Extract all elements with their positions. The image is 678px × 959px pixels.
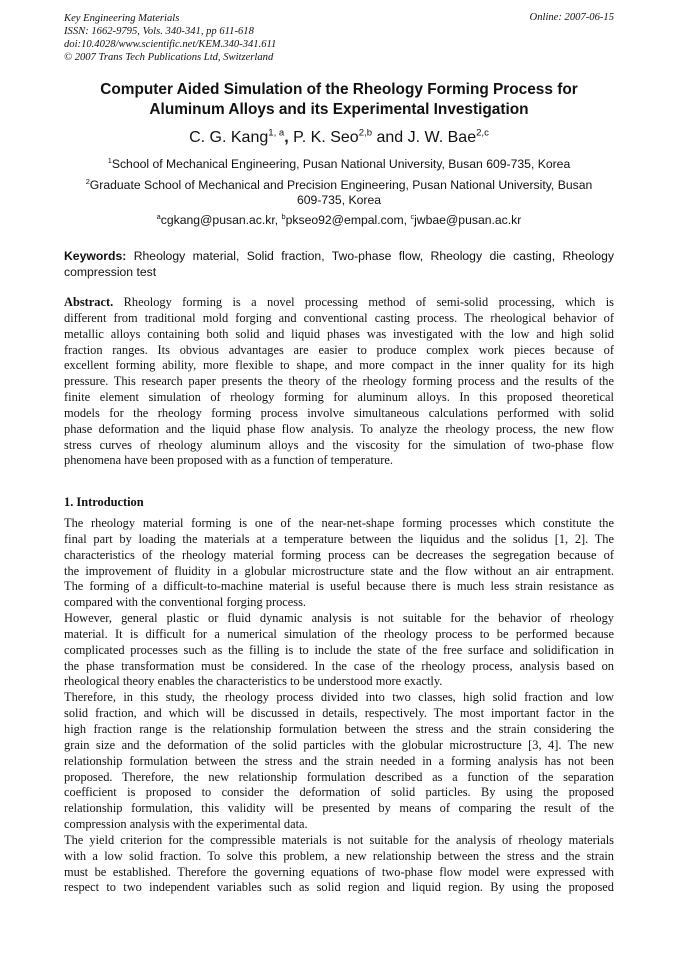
body-line: coefficient is proposed to consider the deformation of solid particles. By using the proposed xyxy=(64,785,614,800)
keywords xyxy=(64,249,614,280)
journal-header xyxy=(64,12,276,64)
body-line: characteristics of the rheology material forming process can be decreases the segregation because of xyxy=(64,547,614,562)
section-heading: 1. Introduction xyxy=(64,495,144,509)
email: cgkang@pusan.ac.kr, xyxy=(160,213,282,227)
keywords-text: Rheology material, Solid fraction, Two-phase flow, Rheology die casting, Rheology xyxy=(126,249,614,263)
author-name: J. W. Bae xyxy=(407,129,477,146)
body-line: material. It is difficult for a numerical simulation of the rheology process to be performed because xyxy=(64,626,614,641)
title-line: Computer Aided Simulation of the Rheology Forming Process for xyxy=(100,81,578,98)
abstract-line: stress curves of rheology aluminum alloys and the viscosity for the simulation of two-phase flow xyxy=(64,437,614,452)
email-sup: b xyxy=(281,211,286,221)
title-line: Aluminum Alloys and its Experimental Investigation xyxy=(149,101,529,118)
abstract-line: phenomena have been proposed with as a function of temperature. xyxy=(64,453,393,468)
body-line: However, general plastic or fluid dynamic analysis is not suitable for the behavior of rheology xyxy=(64,611,614,626)
body-line: proposed. Therefore, the new relationship formulation described as a function of the separation xyxy=(64,769,614,784)
aff-text: 609-735, Korea xyxy=(296,193,382,207)
introduction-body xyxy=(64,516,614,896)
abstract-line: models for the rheology forming process involve simultaneous calculations performed with solid xyxy=(64,405,614,420)
abstract-line: different from traditional mold forging and conventional casting process. The rheological behavior of xyxy=(64,310,614,325)
body-line: the phase transformation must be considered. In the case of the rheology process, analysis based on xyxy=(64,658,614,673)
online-date: Online: 2007-06-15 xyxy=(529,12,614,23)
body-line: respect to two independent variables such as solid region and liquid region. By using the proposed xyxy=(64,880,614,895)
abstract-line: fraction ranges. Its obvious advantages are easier to produce complex work pieces because of xyxy=(64,342,614,357)
body-line: the improvement of fluidity in a globular microstructure state and the flow without an air entrapment. xyxy=(64,563,614,578)
aff-sup: 2 xyxy=(85,176,90,186)
author-sup: 2,c xyxy=(476,127,489,139)
body-line: The yield criterion for the compressible materials is not suitable for the analysis of rheology materials xyxy=(64,832,614,847)
email-sup: c xyxy=(410,211,415,221)
aff-sup: 1 xyxy=(107,155,112,165)
body-line: relationship formulation between the stress and the strain needed in a forming analysis has not been xyxy=(64,753,614,768)
body-line: rheological theory enables the characteristics to be understood more exactly. xyxy=(64,674,443,689)
author-sep: and xyxy=(372,129,408,146)
keywords-label: Keywords: xyxy=(64,249,127,263)
doi: doi:10.4028/www.scientific.net/KEM.340-341.611 xyxy=(64,39,277,50)
abstract-line: phase deformation and the liquid phase flow analysis. To analyze the rheology process, the new flow xyxy=(64,421,614,436)
body-line: high fraction range is the relationship formulation between the stress and the strain considering the xyxy=(64,721,614,736)
body-line: Therefore, in this study, the rheology process divided into two classes, high solid fraction and low xyxy=(64,690,614,705)
body-line: relationship formulation, this validity will be presented by means of comparing the result of the xyxy=(64,801,614,816)
abstract xyxy=(64,295,614,469)
body-line: solid fraction, and which will be discussed in details, respectively. The most important factor in the xyxy=(64,706,614,721)
body-line: final part by loading the materials at a temperature between the liquidus and the solidus [1, 2]. The xyxy=(64,531,614,546)
author-sup: 1, a xyxy=(268,127,285,139)
body-line: compared with the conventional forging process. xyxy=(64,595,307,610)
email: jwbae@pusan.ac.kr xyxy=(414,213,522,227)
emails xyxy=(64,213,614,227)
abstract-label: Abstract. xyxy=(64,295,114,309)
author-sup: 2,b xyxy=(358,127,373,139)
body-line: grain size and the deformation of the solid particles with the globular microstructure [3, 4]. The new xyxy=(64,737,614,752)
aff-text: Graduate School of Mechanical and Precision Engineering, Pusan National University, Busan xyxy=(89,178,593,192)
affiliation-2 xyxy=(64,178,614,208)
abstract-line: excellent forming ability, more flexible to shape, and more compact in the inner quality for its high xyxy=(64,358,614,373)
journal-name: Key Engineering Materials xyxy=(64,13,180,24)
author-sep: , xyxy=(284,129,294,146)
body-line: with a low solid fraction. To solve this problem, a new relationship between the stress and the strain xyxy=(64,848,614,863)
body-line: The forming of a difficult-to-machine material is useful because there is much less strain resistance as xyxy=(64,579,614,594)
abstract-line: pressure. This research paper presents the theory of the rheology forming process and the results of the xyxy=(64,374,614,389)
affiliation-1 xyxy=(64,157,614,171)
body-line: must be established. Therefore the governing equations of two-phase flow model were expressed with xyxy=(64,864,614,879)
author-name: C. G. Kang xyxy=(189,129,269,146)
author-name: P. K. Seo xyxy=(293,129,359,146)
body-line: compression analysis with the experimental data. xyxy=(64,817,308,832)
email: pkseo92@empal.com, xyxy=(285,213,411,227)
keywords-text: compression test xyxy=(64,264,157,279)
body-line: complicated processes such as the filling is to include the state of the free surface and solidification in xyxy=(64,642,614,657)
email-sup: a xyxy=(156,211,161,221)
authors xyxy=(64,129,614,147)
abstract-line: metallic alloys containing both solid and liquid phases was investigated with the low and high solid xyxy=(64,326,614,341)
abstract-line: finite element simulation of rheology forming for aluminum alloys. In this proposed theoretical xyxy=(64,390,614,405)
copyright: © 2007 Trans Tech Publications Ltd, Switzerland xyxy=(64,52,274,63)
aff-text: School of Mechanical Engineering, Pusan National University, Busan 609-735, Korea xyxy=(111,157,571,171)
body-line: The rheology material forming is one of the near-net-shape forming processes which constitute the xyxy=(64,516,614,530)
issn: ISSN: 1662-9795, Vols. 340-341, pp 611-618 xyxy=(64,26,254,37)
paper-title xyxy=(64,80,614,120)
abstract-line: Rheology forming is a novel processing method of semi-solid processing, which is xyxy=(113,295,614,309)
